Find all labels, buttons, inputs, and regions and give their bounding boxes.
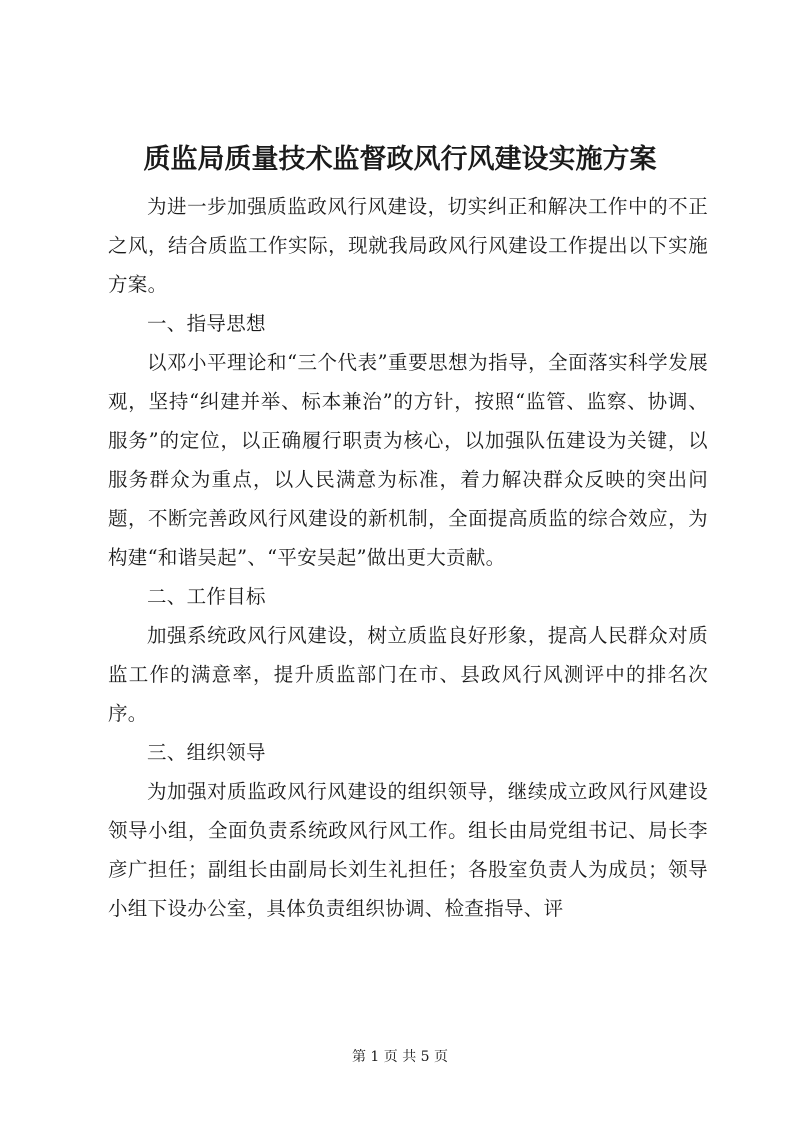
section-body-organization: 为加强对质监政风行风建设的组织领导，继续成立政风行风建设领导小组，全面负责系统政风行风工作。组长由局党组书记、局长李彦广担任；副组长由副局长刘生礼担任；各股室负责人为成员；领导小组下设办公室，具体负责组织协调、检查指导、评 xyxy=(108,780,708,920)
section-heading-work-goals: 二、工作目标 xyxy=(147,585,266,608)
section-heading-organization: 三、组织领导 xyxy=(147,741,266,764)
document-title: 质监局质量技术监督政风行风建设实施方案 xyxy=(143,144,657,175)
section-heading-guiding-thought: 一、指导思想 xyxy=(147,312,266,335)
section-body-work-goals: 加强系统政风行风建设，树立质监良好形象，提高人民群众对质监工作的满意率，提升质监部门在市、县政风行风测评中的排名次序。 xyxy=(108,624,708,725)
intro-paragraph: 为进一步加强质监政风行风建设，切实纠正和解决工作中的不正之风，结合质监工作实际，现就我局政风行风建设工作提出以下实施方案。 xyxy=(108,195,708,296)
document-body xyxy=(108,187,708,928)
page-footer: 第 1 页 共 5 页 xyxy=(351,1049,449,1065)
section-body-guiding-thought: 以邓小平理论和“三个代表”重要思想为指导，全面落实科学发展观，坚持“纠建并举、标本兼治”的方针，按照“监管、监察、协调、服务”的定位，以正确履行职责为核心，以加强队伍建设为关键，以服务群众为重点，以人民满意为标准，着力解决群众反映的突出问题，不断完善政风行风建设的新机制，全面提高质监的综合效应，为构建“和谐吴起”、“平安吴起”做出更大贡献。 xyxy=(108,351,708,569)
